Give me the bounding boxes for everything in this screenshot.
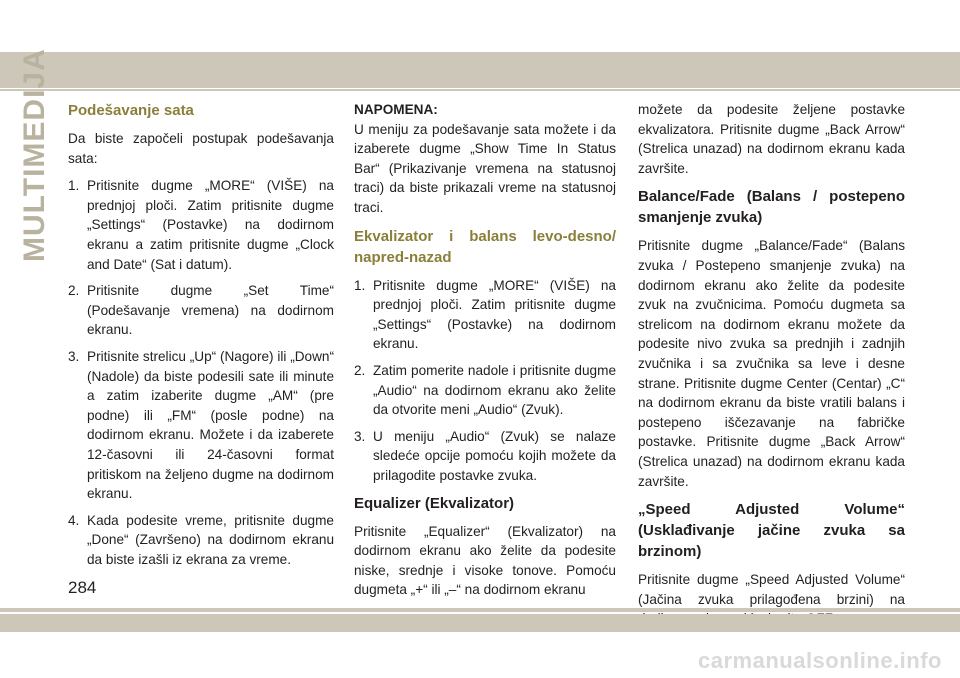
list-item: 1. Pritisnite dugme „MORE“ (VIŠE) na prednjoj ploči. Zatim pritisnite dugme „Settings“ (Postavke) na dodirnom ekranu. <box>354 277 616 352</box>
section-side-label: MULTIMEDIJA <box>18 48 51 262</box>
clock-steps-list <box>68 176 334 569</box>
column-1 <box>68 100 334 576</box>
column-2 <box>354 100 616 608</box>
list-item: 3. U meniju „Audio“ (Zvuk) se nalaze sledeće opcije pomoću kojih možete da prilagodite postavke zvuka. <box>354 428 616 483</box>
speed-volume-paragraph: Pritisnite dugme „Speed Adjusted Volume“ (Jačina zvuka prilagođena brzini) na <box>638 572 905 607</box>
equalizer-continued-paragraph: možete da podesite željene postavke ekvalizatora. Pritisnite dugme „Back Arrow“ (Strelica unazad) na dodirnom ekranu kada završite. <box>638 102 905 176</box>
list-item: 2. Pritisnite dugme „Set Time“ (Podešavanje vremena) na dodirnom ekranu. <box>68 283 334 338</box>
page-number: 284 <box>68 578 97 597</box>
header-rule <box>0 89 960 91</box>
heading-speed-adjusted-volume: „Speed Adjusted Volume“ (Usklađivanje jačine zvuka sa brzinom) <box>638 501 905 561</box>
heading-clock-setup: Podešavanje sata <box>68 102 194 119</box>
list-item: 1. Pritisnite dugme „MORE“ (VIŠE) na prednjoj ploči. Zatim pritisnite dugme „Settings“ (Postavke) na dodirnom ekranu a zatim pritisnite dugme „Clock and Date“ (Sat i datum). <box>68 178 334 272</box>
list-item: 2. Zatim pomerite nadole i pritisnite dugme „Audio“ na dodirnom ekranu ako želite da otvorite meni „Audio“ (Zvuk). <box>354 362 616 418</box>
list-item: 3. Pritisnite strelicu „Up“ (Nagore) ili „Down“ (Nadole) da biste podesili sate ili minute a zatim izaberite dugme „AM“ (pre podne) ili „FM“ (posle podne) na dodirnom ekranu. Možete i da izaberete 12-časovni ili 24-časovni format pritiskom na željeno dugme na dodirnom ekranu. <box>68 348 335 502</box>
equalizer-paragraph: Pritisnite „Equalizer“ (Ekvalizator) na dodirnom ekranu ako želite da podesite niske, srednje i visoke tonove. Pomoću dugmeta „+“ ili „–“ na dodirnom ekranu <box>354 523 616 598</box>
column-3 <box>638 100 905 637</box>
note-title: NAPOMENA: <box>354 102 438 117</box>
intro-paragraph: Da biste započeli postupak podešavanja sata: <box>68 131 334 166</box>
header-band <box>0 52 960 88</box>
watermark: carmanualsonline.info <box>698 648 942 673</box>
heading-equalizer-balance: Ekvalizator i balans levo-desno/ napred-nazad <box>354 227 616 266</box>
heading-equalizer: Equalizer (Ekvalizator) <box>354 494 515 512</box>
heading-balance-fade: Balance/Fade (Balans / postepeno smanjenje zvuka) <box>638 188 905 227</box>
footer-band <box>0 614 960 632</box>
audio-steps-list <box>354 276 616 486</box>
list-item: 4. Kada podesite vreme, pritisnite dugme „Done“ (Završeno) na dodirnom ekranu da biste izašli iz ekrana za vreme. <box>68 512 334 567</box>
note-text: U meniju za podešavanje sata možete i da izaberete dugme „Show Time In Status Bar“ (Prikazivanje vremena na statusnoj traci) da biste prikazali vreme na statusnoj traci. <box>354 121 616 215</box>
footer-rule <box>0 608 960 612</box>
top-margin <box>0 0 960 53</box>
balance-fade-paragraph: Pritisnite dugme „Balance/Fade“ (Balans zvuka / Postepeno smanjenje zvuka) na dodirnom ekranu ako želite da podesite zvuk na zvučnicima. Pomoću dugmeta sa strelicom na dodirnom ekranu možete da podesite nivo zvuka sa prednjih i zadnjih zvučnika i sa zvučnika sa leve i desne strane. Pritisnite dugme Center (Centar) „C“ na dodirnom ekranu da biste vratili balans i postepeno iščezavanje na fabričke postavke. Pritisnite dugme „Back Arrow“ (Strelica unazad) na dodirnom ekranu kada završite. <box>638 238 905 489</box>
